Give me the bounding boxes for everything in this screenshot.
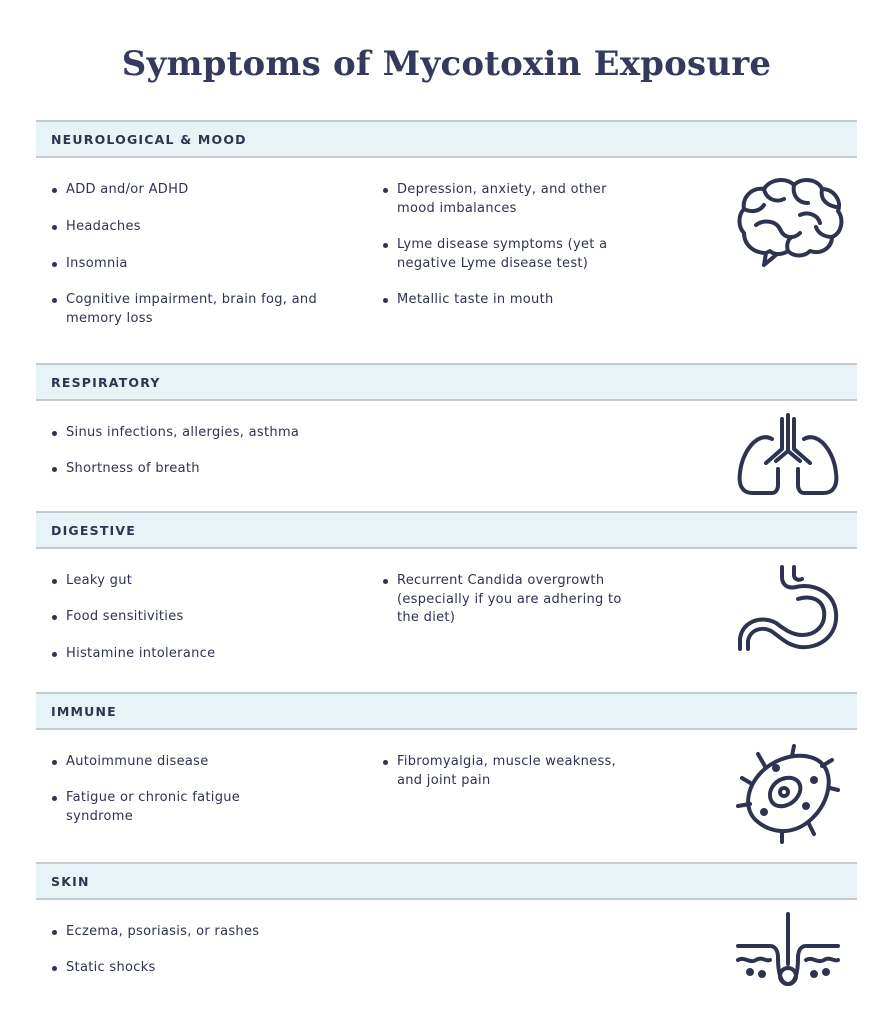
list-item: Recurrent Candida overgrowth (especially if you are adhering to the diet)	[382, 572, 627, 628]
section-neurological	[36, 120, 857, 362]
list-item: Insomnia	[51, 255, 351, 274]
list-item: Fatigue or chronic fatigue syndrome	[51, 789, 291, 826]
section-header	[36, 862, 857, 900]
brain-icon	[736, 175, 844, 267]
section-skin	[36, 862, 857, 1012]
list-item: Depression, anxiety, and other mood imbalances	[382, 181, 642, 218]
page-title: Symptoms of Mycotoxin Exposure	[121, 44, 772, 84]
section-header	[36, 692, 857, 730]
list-item: Fibromyalgia, muscle weakness, and joint pain	[382, 753, 622, 790]
list-item: Shortness of breath	[51, 460, 371, 479]
list-item: Cognitive impairment, brain fog, and memory loss	[51, 291, 321, 328]
list-item: Eczema, psoriasis, or rashes	[51, 923, 351, 942]
section-immune	[36, 692, 857, 862]
section-header	[36, 363, 857, 401]
hair-follicle-icon	[736, 912, 840, 992]
section-respiratory	[36, 363, 857, 510]
list-item: Lyme disease symptoms (yet a negative Lyme disease test)	[382, 236, 642, 273]
list-item: ADD and/or ADHD	[51, 181, 351, 200]
lungs-icon	[736, 411, 840, 497]
list-item: Histamine intolerance	[51, 645, 351, 664]
section-header	[36, 511, 857, 549]
list-item: Leaky gut	[51, 572, 351, 591]
section-title: RESPIRATORY	[51, 374, 161, 390]
list-item: Headaches	[51, 218, 351, 237]
section-header	[36, 120, 857, 158]
section-title: DIGESTIVE	[51, 522, 137, 538]
section-title: NEUROLOGICAL & MOOD	[51, 131, 247, 147]
section-title: SKIN	[51, 873, 90, 889]
list-item: Food sensitivities	[51, 608, 351, 627]
list-item: Sinus infections, allergies, asthma	[51, 424, 371, 443]
list-item: Metallic taste in mouth	[382, 291, 642, 310]
list-item: Static shocks	[51, 959, 351, 978]
stomach-icon	[736, 563, 840, 653]
microbe-icon	[736, 744, 840, 844]
section-title: IMMUNE	[51, 703, 117, 719]
section-digestive	[36, 511, 857, 692]
list-item: Autoimmune disease	[51, 753, 351, 772]
